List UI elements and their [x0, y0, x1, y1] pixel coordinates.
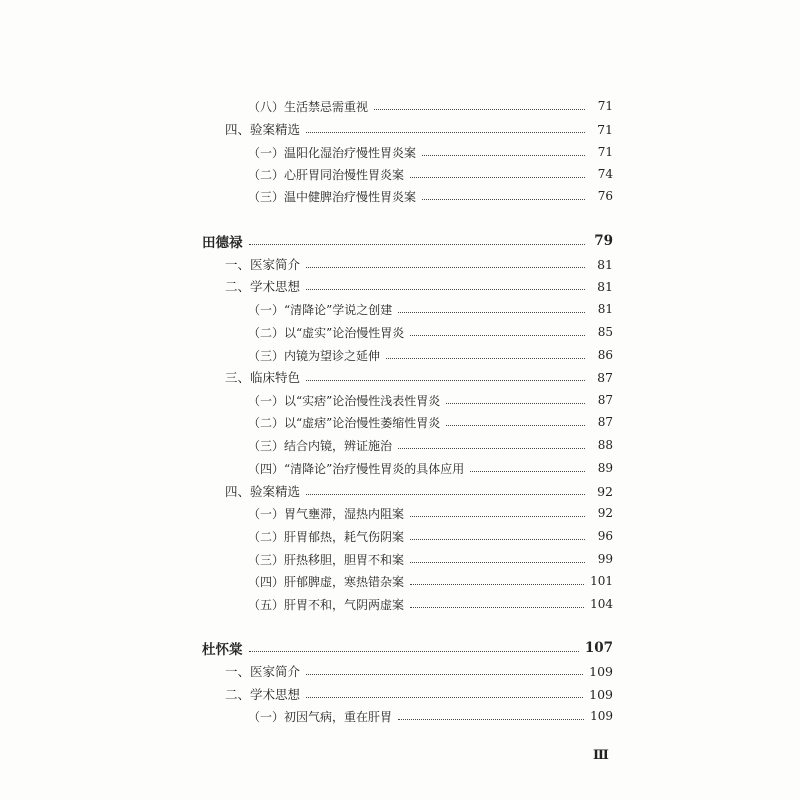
toc-entry-page: 71 [597, 99, 613, 113]
toc-entry-label: 三、临床特色 [225, 370, 301, 385]
toc-entry-label: （一）胃气壅滞，湿热内阻案 [248, 506, 405, 521]
toc-entry-label: （一）初因气病，重在肝胃 [248, 709, 393, 724]
leader-dots [306, 696, 583, 698]
toc-entry[interactable] [0, 705, 800, 727]
toc-chapter[interactable] [0, 637, 800, 659]
toc-entry-label: （一）以“实痞”论治慢性浅表性胃炎 [248, 393, 441, 408]
toc-entry-page: 99 [597, 552, 613, 566]
toc-entry[interactable] [0, 683, 800, 705]
leader-dots [306, 288, 585, 290]
toc-entry-page: 81 [597, 302, 613, 316]
leader-dots [249, 243, 586, 245]
toc-entry[interactable] [0, 298, 800, 320]
leader-dots [306, 131, 585, 133]
toc-entry[interactable] [0, 480, 800, 502]
toc-entry-label: 四、验案精选 [225, 484, 301, 499]
toc-entry-page: 81 [597, 278, 613, 294]
toc-entry-label: 一、医家简介 [225, 257, 301, 272]
toc-entry-label: （一）温阳化湿治疗慢性胃炎案 [248, 145, 417, 160]
toc-entry-page: 96 [597, 529, 613, 543]
toc-entry-label: （三）温中健脾治疗慢性胃炎案 [248, 189, 417, 204]
page-number: Ⅲ [593, 748, 609, 763]
toc-entry[interactable] [0, 570, 800, 592]
leader-dots [446, 402, 585, 404]
toc-entry-page: 87 [597, 393, 613, 407]
toc-entry[interactable] [0, 411, 800, 433]
leader-dots [410, 583, 584, 585]
toc-entry-page: 71 [597, 145, 613, 159]
toc-chapter-label: 田德禄 [202, 235, 243, 251]
toc-entry-page: 101 [590, 574, 613, 588]
leader-dots [249, 650, 579, 652]
toc-entry[interactable] [0, 118, 800, 140]
toc-entry[interactable] [0, 321, 800, 343]
leader-dots [306, 379, 585, 381]
toc-entry[interactable] [0, 502, 800, 524]
toc-entry-label: （四）“清降论”治疗慢性胃炎的具体应用 [248, 461, 465, 476]
leader-dots [398, 447, 585, 449]
toc-entry[interactable] [0, 366, 800, 388]
toc-entry[interactable] [0, 457, 800, 479]
toc-entry[interactable] [0, 525, 800, 547]
toc-entry-label: 一、医家简介 [225, 664, 301, 679]
leader-dots [410, 606, 584, 608]
leader-dots [386, 357, 585, 359]
toc-entry[interactable] [0, 593, 800, 615]
leader-dots [470, 470, 585, 472]
toc-entry-label: （二）以“虚实”论治慢性胃炎 [248, 325, 405, 340]
leader-dots [410, 334, 585, 336]
toc-chapter[interactable] [0, 230, 800, 252]
toc-entry[interactable] [0, 141, 800, 163]
toc-entry-page: 88 [597, 438, 613, 452]
toc-entry-page: 85 [597, 325, 613, 339]
leader-dots [422, 198, 585, 200]
toc-entry[interactable] [0, 389, 800, 411]
toc-entry[interactable] [0, 275, 800, 297]
toc-entry-label: （三）内镜为望诊之延伸 [248, 348, 381, 363]
toc-entry-page: 74 [597, 167, 613, 181]
toc-entry[interactable] [0, 344, 800, 366]
toc-entry[interactable] [0, 434, 800, 456]
toc-entry-page: 92 [597, 506, 613, 520]
leader-dots [410, 538, 585, 540]
toc-entry-label: 二、学术思想 [225, 687, 301, 702]
toc-chapter-page: 107 [584, 640, 613, 656]
toc-entry-label: （八）生活禁忌需重视 [248, 99, 369, 114]
toc-entry[interactable] [0, 163, 800, 185]
toc-entry-label: （四）肝郁脾虚，寒热错杂案 [248, 574, 405, 589]
toc-entry-label: 四、验案精选 [225, 122, 301, 137]
leader-dots [306, 266, 585, 268]
toc-entry[interactable] [0, 548, 800, 570]
toc-entry-page: 76 [597, 189, 613, 203]
toc-chapter-label: 杜怀棠 [202, 642, 243, 658]
leader-dots [374, 108, 585, 110]
leader-dots [398, 311, 585, 313]
toc-entry[interactable] [0, 95, 800, 117]
toc-entry-page: 87 [597, 415, 613, 429]
toc-entry-page: 71 [597, 121, 613, 137]
toc-entry-label: （三）结合内镜，辨证施治 [248, 438, 393, 453]
toc-chapter-page: 79 [594, 233, 613, 249]
toc-entry-label: （二）肝胃郁热，耗气伤阴案 [248, 529, 405, 544]
toc-entry-label: （五）肝胃不和，气阴两虚案 [248, 597, 405, 612]
toc-entry-label: （二）以“虚痞”论治慢性萎缩性胃炎 [248, 415, 441, 430]
toc-entry-label: （三）肝热移胆，胆胃不和案 [248, 552, 405, 567]
leader-dots [410, 176, 585, 178]
toc-entry-label: 二、学术思想 [225, 279, 301, 294]
leader-dots [410, 561, 585, 563]
leader-dots [410, 515, 585, 517]
leader-dots [306, 493, 585, 495]
toc-entry-label: （一）“清降论”学说之创建 [248, 302, 393, 317]
toc-entry-page: 109 [589, 686, 613, 702]
toc-entry-page: 87 [597, 369, 613, 385]
leader-dots [446, 424, 585, 426]
toc-entry-page: 109 [589, 663, 613, 679]
leader-dots [306, 673, 583, 675]
toc-entry-label: （二）心肝胃同治慢性胃炎案 [248, 167, 405, 182]
toc-entry-page: 92 [597, 483, 613, 499]
toc-entry[interactable] [0, 185, 800, 207]
toc-entry-page: 81 [597, 256, 613, 272]
leader-dots [398, 718, 584, 720]
toc-entry-page: 109 [590, 709, 613, 723]
leader-dots [422, 154, 585, 156]
toc-entry-page: 86 [597, 348, 613, 362]
toc-entry-page: 89 [597, 461, 613, 475]
toc-entry[interactable] [0, 253, 800, 275]
toc-entry[interactable] [0, 660, 800, 682]
toc-entry-page: 104 [590, 597, 613, 611]
